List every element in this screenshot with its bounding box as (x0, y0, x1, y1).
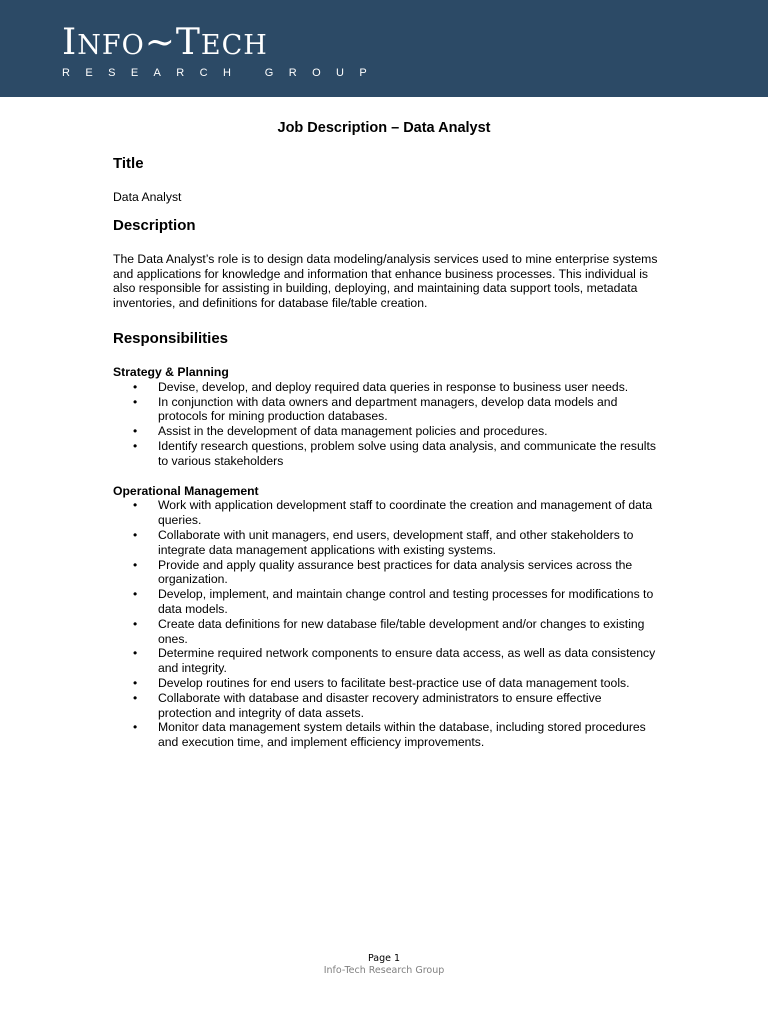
list-item: • Provide and apply quality assurance best practices for data analysis services across the organization. (133, 557, 633, 587)
title-value: Data Analyst (113, 190, 182, 204)
bullet-icon: • (133, 675, 138, 690)
operational-list (113, 498, 658, 750)
bullet-icon: • (133, 394, 138, 409)
list-item: • Assist in the development of data management policies and procedures. (133, 424, 548, 439)
strategy-list (113, 380, 658, 469)
bullet-icon: • (133, 438, 138, 453)
logo-tagline: RESEARCH GROUP (62, 67, 383, 79)
list-item: • Collaborate with unit managers, end users, development staff, and other stakeholders to integrate data management applications with existing systems. (133, 527, 634, 557)
list-item: • In conjunction with data owners and department managers, develop data models and protocols for mining production databases. (133, 394, 618, 424)
document-title: Job Description – Data Analyst (277, 120, 491, 136)
responsibilities-heading: Responsibilities (113, 329, 229, 347)
bullet-icon: • (133, 527, 138, 542)
bullet-icon: • (133, 587, 138, 602)
bullet-icon: • (133, 720, 138, 735)
bullet-icon: • (133, 498, 138, 513)
list-item: • Create data definitions for new database file/table development and/or changes to existing ones. (133, 616, 645, 646)
title-heading: Title (113, 155, 144, 172)
list-item: • Develop, implement, and maintain change control and testing processes for modifications to data models. (133, 587, 654, 616)
bullet-icon: • (133, 616, 138, 631)
operational-heading: Operational Management (113, 483, 259, 498)
logo-wordmark: INFO~TECH (62, 22, 268, 63)
header-band (0, 0, 768, 97)
document-body (113, 155, 658, 750)
list-item: • Devise, develop, and deploy required data queries in response to business user needs. (133, 379, 629, 394)
description-text: The Data Analyst’s role is to design data modeling/analysis services used to mine enterprise systems and applications for knowledge and information that enhance business processes. This individual is also responsible for assisting in building, deploying, and maintaining data support tools, metadata inventories, and definitions for database file/table creation. (113, 251, 658, 311)
list-item: • Identify research questions, problem solve using data analysis, and communicate the results to various stakeholders (133, 438, 656, 468)
strategy-heading: Strategy & Planning (113, 364, 229, 379)
description-heading: Description (113, 216, 196, 234)
bullet-icon: • (133, 424, 138, 439)
list-item: • Determine required network components to ensure data access, as well as data consistency and integrity. (133, 646, 656, 676)
bullet-icon: • (133, 646, 138, 661)
bullet-icon: • (133, 690, 138, 705)
bullet-icon: • (133, 379, 138, 394)
info-tech-logo (62, 22, 382, 79)
bullet-icon: • (133, 557, 138, 572)
list-item: • Monitor data management system details within the database, including stored procedures and execution time, and implement efficiency improvements. (133, 720, 646, 750)
page-footer (0, 953, 768, 977)
page-number: Page 1 (367, 953, 401, 964)
list-item: • Collaborate with database and disaster recovery administrators to ensure effective protection and integrity of data assets. (133, 690, 602, 720)
footer-org-name: Info-Tech Research Group (323, 965, 445, 976)
list-item: • Develop routines for end users to facilitate best-practice use of data management tools. (133, 675, 630, 690)
list-item: • Work with application development staff to coordinate the creation and management of data queries. (133, 498, 653, 528)
